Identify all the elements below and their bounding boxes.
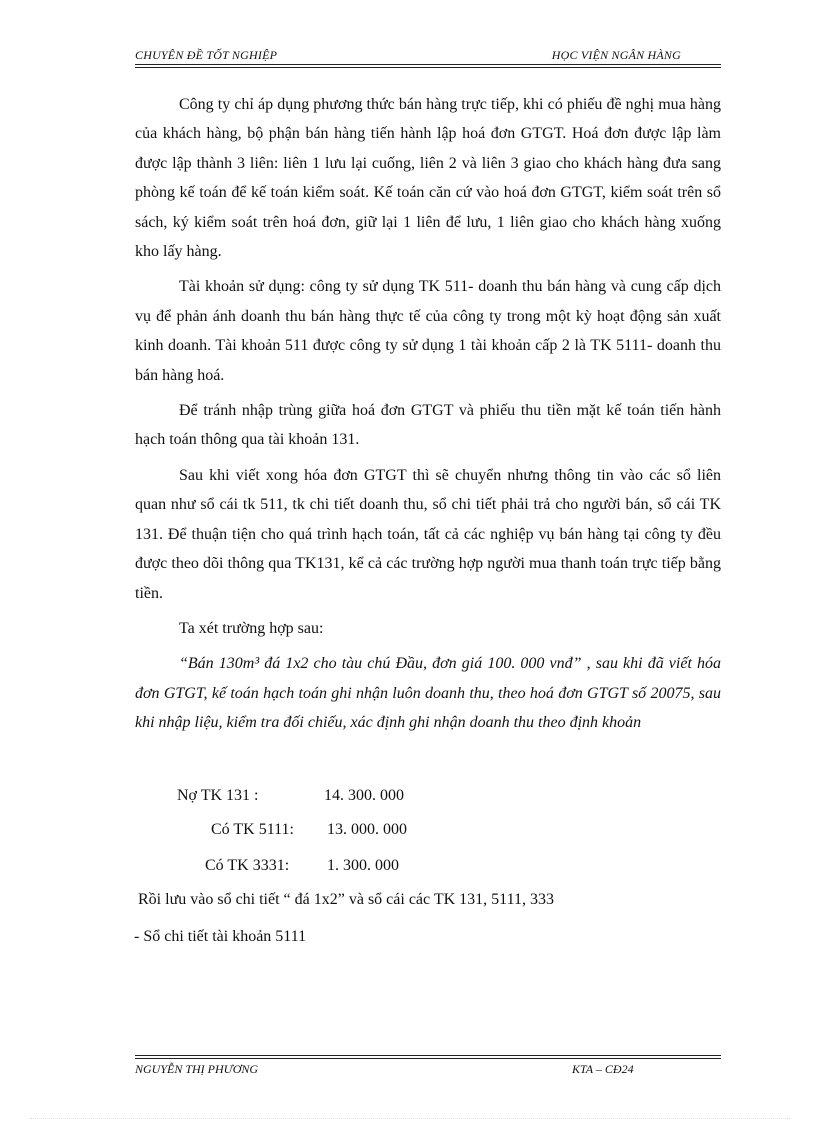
credit-amount-3331: 1. 300. 000 [327, 857, 399, 874]
document-body [135, 90, 721, 738]
footer-class: KTA – CĐ24 [572, 1062, 634, 1076]
page-edge-divider [30, 1118, 790, 1119]
header-institution: HỌC VIỆN NGÂN HÀNG [551, 48, 681, 62]
paragraph-ledger-save: Rồi lưu vào sổ chi tiết “ đá 1x2” và sổ cái các TK 131, 5111, 333 [138, 891, 554, 908]
debit-label: Nợ TK 131 : [177, 787, 259, 804]
list-item-5111: - Sổ chi tiết tài khoản 5111 [134, 928, 307, 945]
credit-amount-5111: 13. 000. 000 [327, 821, 407, 838]
footer-author: NGUYỄN THỊ PHƯƠNG [135, 1062, 259, 1076]
header-title: CHUYÊN ĐỀ TỐT NGHIỆP [135, 48, 278, 62]
paragraph-sales-method: Công ty chỉ áp dụng phương thức bán hàng trực tiếp, khi có phiếu đề nghị mua hàng của khách hàng, bộ phận bán hàng tiến hành lập hoá đơn GTGT. Hoá đơn được lập làm được lập thành 3 liên: liên 1 lưu lại cuống, liên 2 và liên 3 giao cho khách hàng đưa sang phòng kế toán để kế toán kiểm soát. Kế toán căn cứ vào hoá đơn GTGT, kiểm soát trên sổ sách, ký kiểm soát trên hoá đơn, giữ lại 1 liên để lưu, 1 liên giao cho khách hàng xuống kho lấy hàng. [135, 96, 721, 261]
paragraph-ledger-transfer: Sau khi viết xong hóa đơn GTGT thì sẽ chuyển nhưng thông tin vào các sổ liên quan như sổ cái tk 511, tk chi tiết doanh thu, sổ chi tiết phải trả cho người bán, sổ cái TK 131. Để thuận tiện cho quá trình hạch toán, tất cả các nghiệp vụ bán hàng tại công ty đều được theo dõi thông qua TK131, kể cả các trường hợp người mua thanh toán trực tiếp bằng tiền. [135, 466, 721, 602]
page-header [135, 48, 721, 68]
page-footer [135, 1062, 721, 1080]
debit-amount: 14. 300. 000 [324, 787, 404, 804]
credit-label-3331: Có TK 3331: [205, 857, 290, 874]
footer-rule [135, 1055, 721, 1056]
header-rule-double [135, 67, 721, 68]
header-rule [135, 64, 721, 65]
paragraph-accounts-used: Tài khoản sử dụng: công ty sử dụng TK 511- doanh thu bán hàng và cung cấp dịch vụ để phản ánh doanh thu bán hàng thực tế của công ty trong một kỳ hoạt động sản xuất kinh doanh. Tài khoản 511 được công ty sử dụng 1 tài khoản cấp 2 là TK 5111- doanh thu bán hàng hoá. [135, 278, 721, 384]
paragraph-example: “Bán 130m³ đá 1x2 cho tàu chú Đầu, đơn giá 100. 000 vnđ” , sau khi đã viết hóa đơn GTGT, kế toán hạch toán ghi nhận luôn doanh thu, theo hoá đơn GTGT số 20075, sau khi nhập liệu, kiểm tra đối chiếu, xác định ghi nhận doanh thu theo định khoản [135, 655, 721, 732]
paragraph-avoid-duplicate: Để tránh nhập trùng giữa hoá đơn GTGT và phiếu thu tiền mặt kế toán tiến hành hạch toán thông qua tài khoản 131. [135, 402, 721, 449]
footer-rule-double [135, 1058, 721, 1059]
paragraph-case-intro: Ta xét trường hợp sau: [179, 619, 324, 637]
credit-label-5111: Có TK 5111: [211, 821, 294, 838]
